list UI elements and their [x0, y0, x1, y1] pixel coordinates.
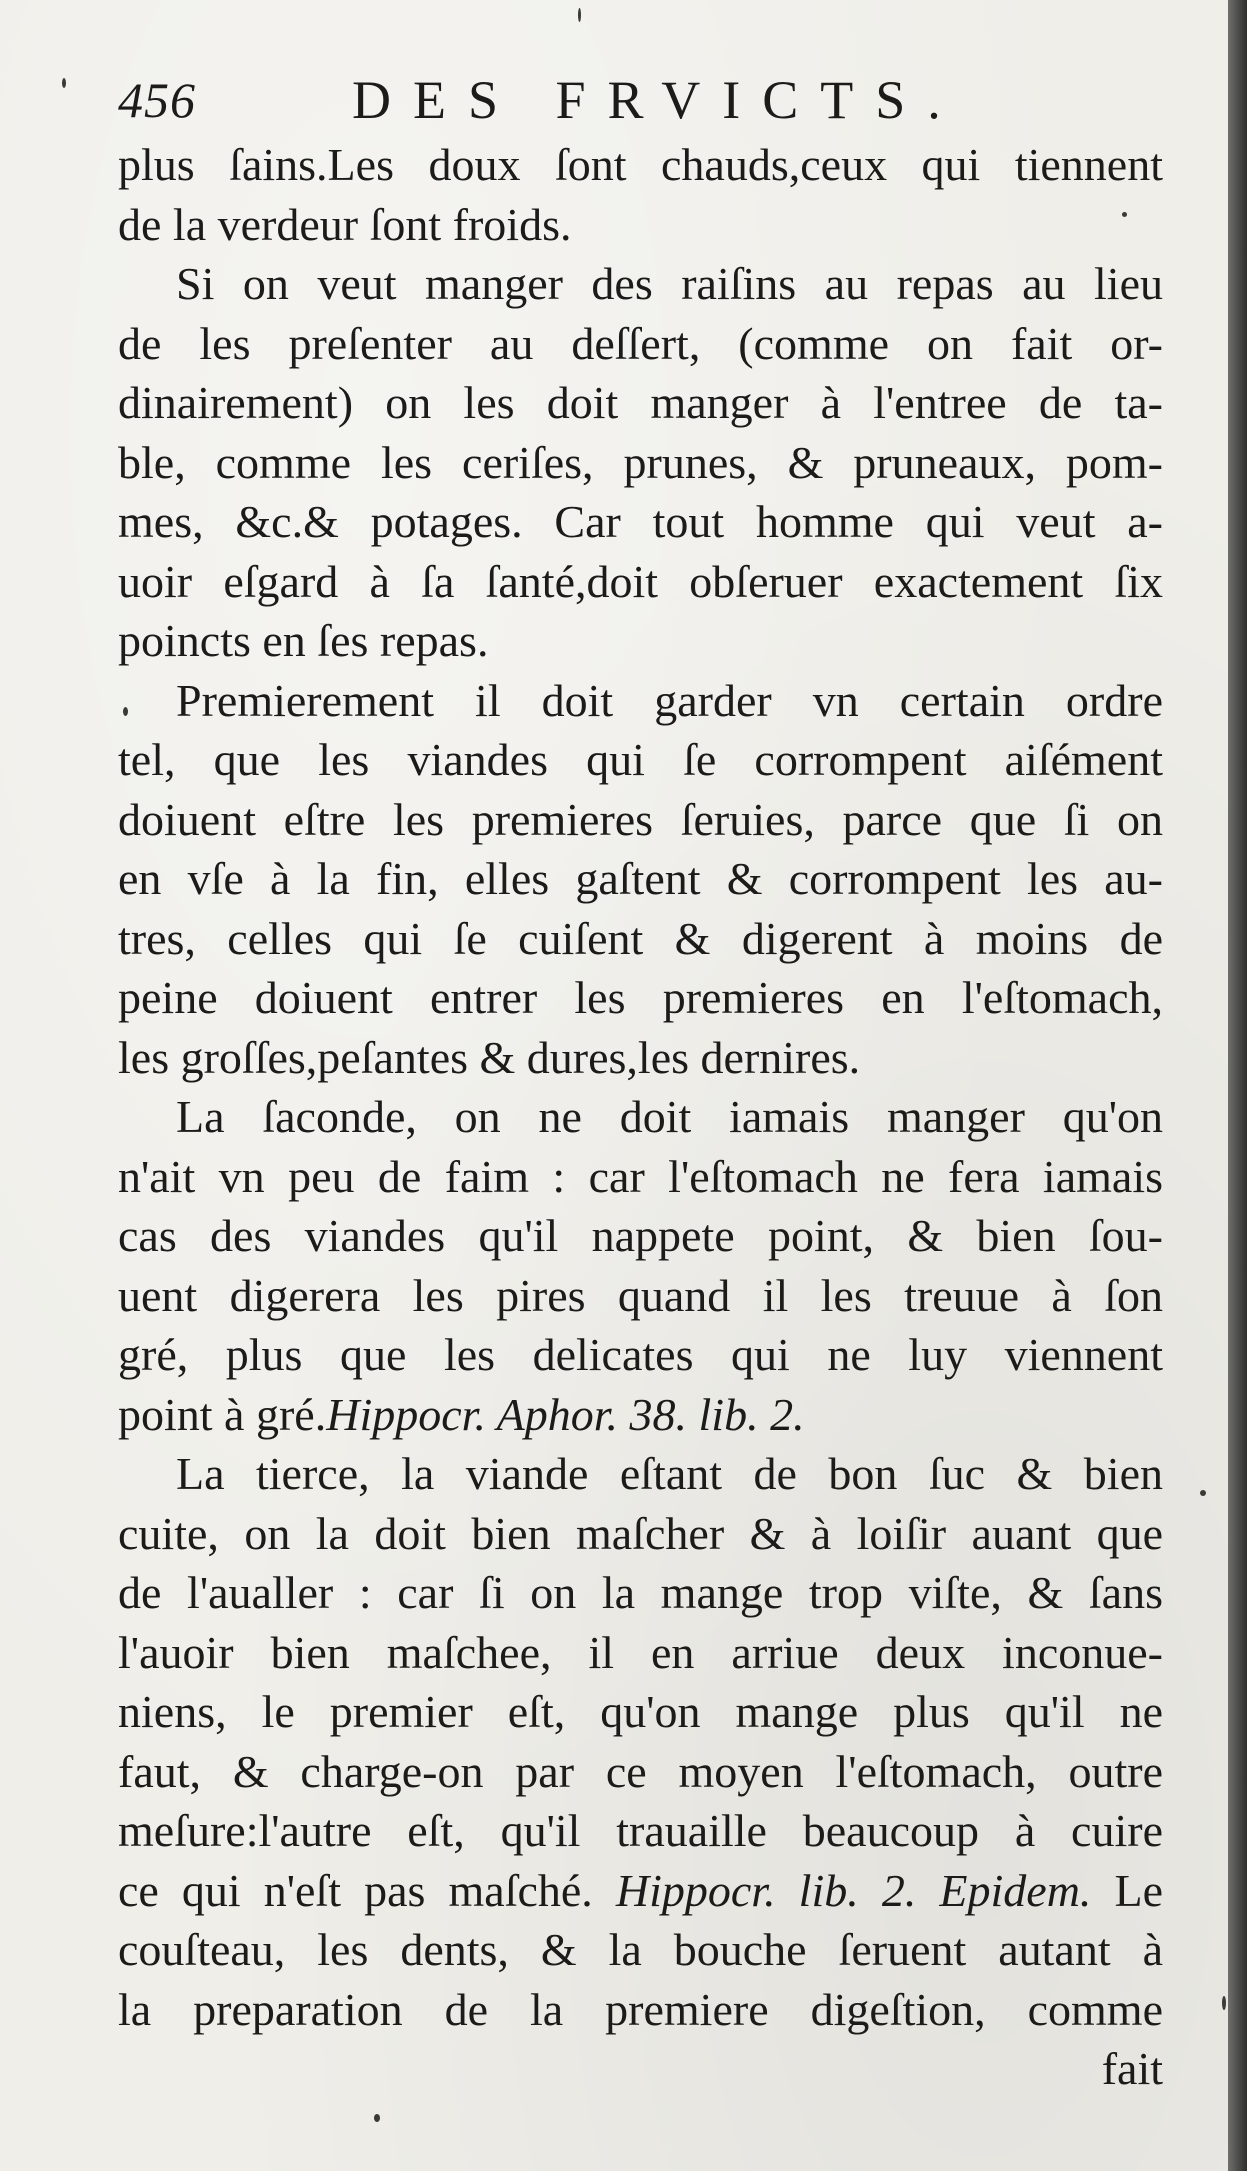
text-line: dinairement) on les doit manger à l'entree de ta- — [118, 377, 1163, 428]
running-title: DES FRVICTS. — [352, 70, 963, 130]
text-line: tel, que les viandes qui ſe corrompent aiſément — [118, 734, 1163, 785]
text-fragment: Le — [1114, 1864, 1164, 1916]
text-line: la preparation de la premiere digeſtion, comme — [118, 1983, 1163, 2035]
text-line: de la verdeur ſont froids. — [118, 198, 572, 250]
text-line-with-citation — [118, 1861, 1163, 1921]
text-line: mes, &c.& potages. Car tout homme qui veut a- — [118, 496, 1163, 547]
ink-speck — [578, 8, 581, 22]
text-line: cuite, on la doit bien maſcher & à loiſir auant que — [118, 1507, 1163, 1559]
text-line: l'auoir bien maſchee, il en arriue deux inconue- — [118, 1626, 1163, 1678]
text-line: meſure:l'autre eſt, qu'il trauaille beaucoup à cuire — [118, 1805, 1163, 1856]
text-line: uent digerera les pires quand il les treuue à ſon — [118, 1269, 1163, 1321]
text-line: doiuent eſtre les premieres ſeruies, parce que ſi on — [118, 793, 1163, 845]
text-line: uoir eſgard à ſa ſanté,doit obſeruer exactement ſix — [118, 555, 1163, 607]
text-line: Si on veut manger des raiſins au repas au lieu — [176, 258, 1163, 309]
text-line: de les preſenter au deſſert, (comme on fait or- — [118, 317, 1163, 369]
page-edge-shadow — [1228, 0, 1247, 2171]
catchword: fait — [1101, 2043, 1163, 2094]
text-fragment: point à gré. — [118, 1388, 327, 1440]
text-fragment: ce qui n'eſt pas maſché. — [118, 1864, 593, 1916]
text-line: niens, le premier eſt, qu'on mange plus qu'il ne — [118, 1686, 1163, 1737]
page-number: 456 — [118, 72, 196, 128]
page-header — [100, 66, 1100, 136]
text-line: n'ait vn peu de faim : car l'eſtomach ne fera iamais — [118, 1150, 1163, 1202]
text-line: poincts en ſes repas. — [118, 615, 489, 666]
ink-speck — [62, 78, 66, 88]
citation-hippocrates-epidem: Hippocr. lib. 2. Epidem. — [615, 1864, 1092, 1916]
text-line: les groſſes,peſantes & dures,les dernires. — [118, 1031, 861, 1083]
ink-speck — [1122, 212, 1127, 217]
text-line-with-citation — [118, 1385, 1163, 1445]
text-line: Premierement il doit garder vn certain ordre — [176, 674, 1163, 726]
ink-speck — [1200, 1490, 1206, 1496]
ink-speck — [1222, 1996, 1226, 2010]
text-line: en vſe à la fin, elles gaſtent & corrompent les au- — [118, 853, 1163, 904]
ink-speck — [123, 707, 128, 716]
body-text — [118, 135, 1163, 2099]
text-line: La tierce, la viande eſtant de bon ſuc & bien — [176, 1448, 1163, 1499]
ink-speck — [374, 2114, 380, 2122]
text-line: cas des viandes qu'il nappete point, & bien ſou- — [118, 1210, 1163, 1261]
citation-hippocrates-aphor: Hippocr. Aphor. 38. lib. 2. — [326, 1388, 805, 1440]
text-line: peine doiuent entrer les premieres en l'eſtomach, — [118, 972, 1163, 1023]
text-line: plus ſains.Les doux ſont chauds,ceux qui tiennent — [118, 139, 1163, 190]
text-line: faut, & charge-on par ce moyen l'eſtomach, outre — [118, 1745, 1163, 1797]
text-line: tres, celles qui ſe cuiſent & digerent à moins de — [118, 912, 1163, 964]
text-line: couſteau, les dents, & la bouche ſeruent autant à — [118, 1924, 1163, 1975]
text-line: de l'aualler : car ſi on la mange trop viſte, & ſans — [118, 1567, 1163, 1618]
text-line: La ſaconde, on ne doit iamais manger qu'on — [176, 1091, 1163, 1142]
text-line: gré, plus que les delicates qui ne luy viennent — [118, 1329, 1163, 1380]
text-line: ble, comme les ceriſes, prunes, & pruneaux, pom- — [118, 436, 1163, 488]
